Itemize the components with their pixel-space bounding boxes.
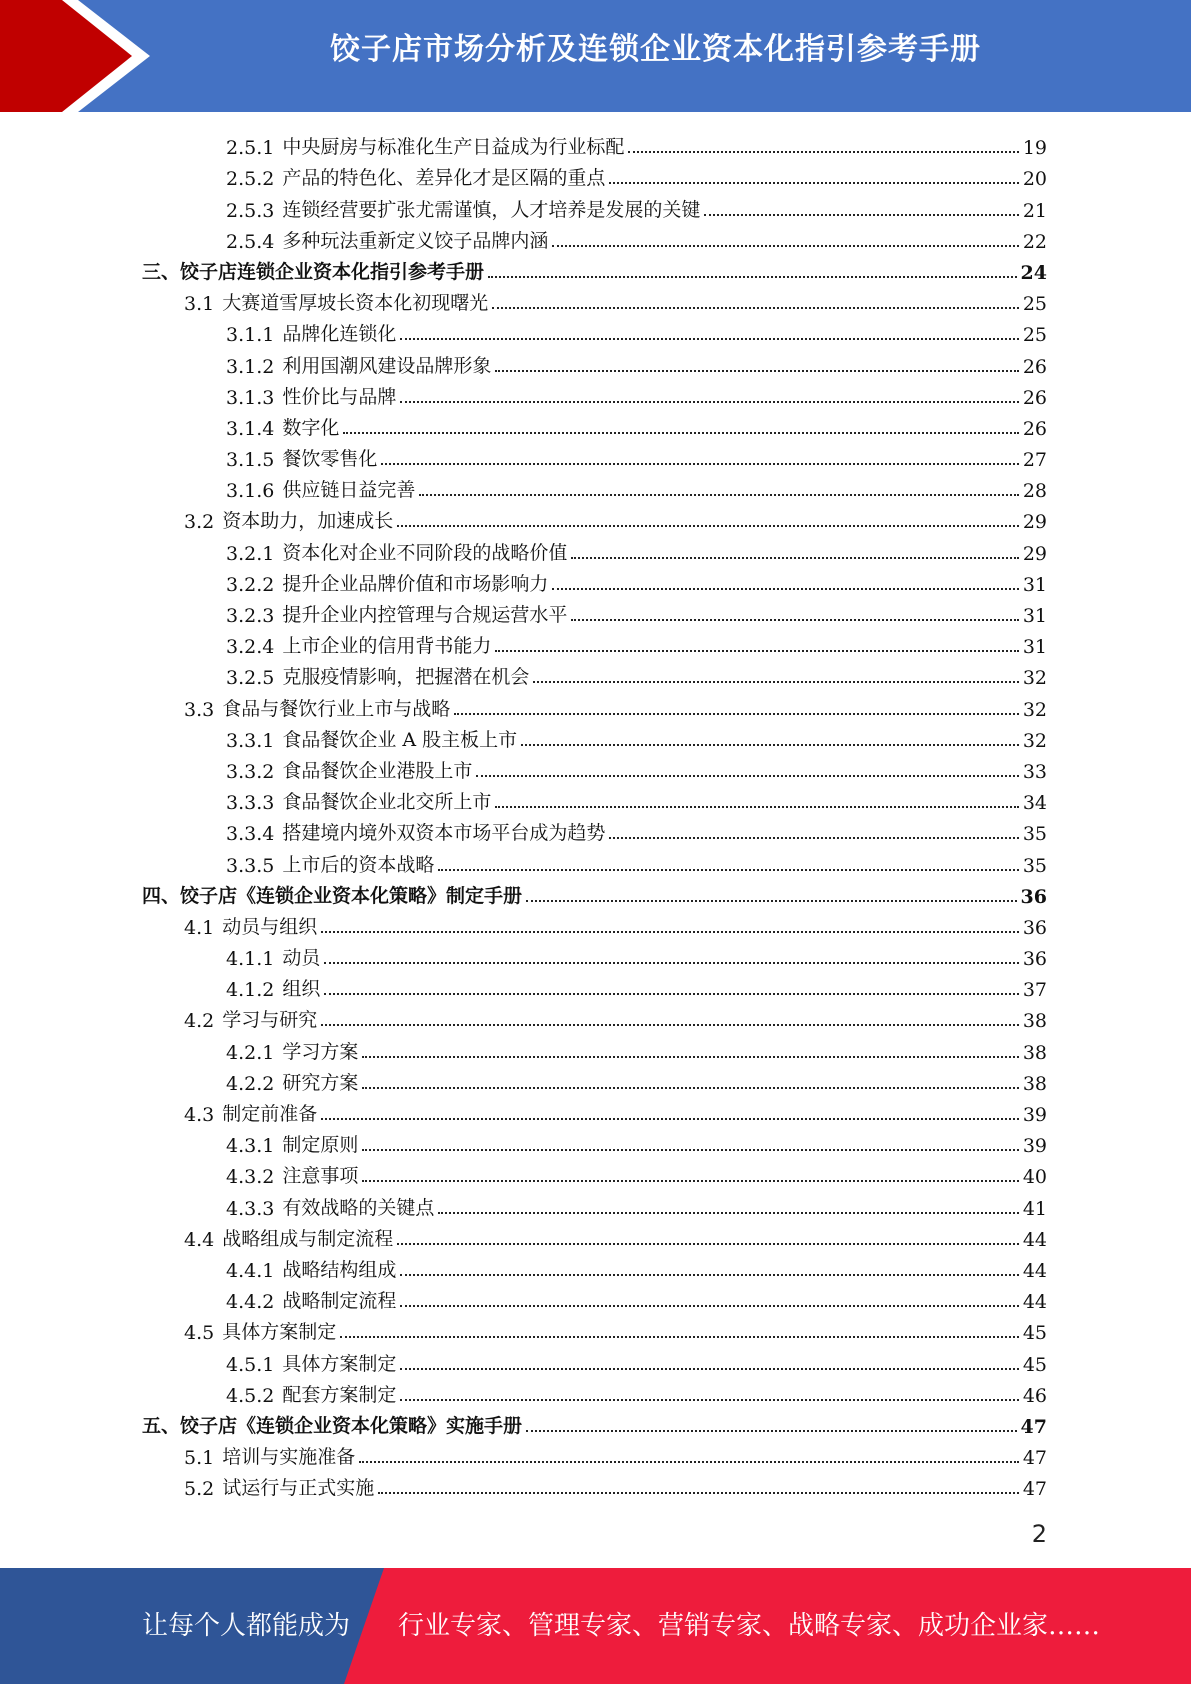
toc-dot-leader (571, 557, 1018, 559)
toc-entry-page: 26 (1022, 417, 1047, 440)
toc-entry-page: 25 (1022, 293, 1047, 316)
toc-dot-leader (324, 962, 1018, 964)
toc-entry-page: 34 (1022, 792, 1047, 815)
toc-entry-title: 食品餐饮企业港股上市 (282, 759, 473, 782)
document-title: 饺子店市场分析及连锁企业资本化指引参考手册 (330, 32, 981, 67)
toc-entry-page: 24 (1020, 261, 1047, 284)
footer-slogan: 让每个人都能成为 (142, 1611, 351, 1641)
toc-entry-page: 21 (1022, 199, 1047, 222)
toc-entry[interactable] (142, 533, 1047, 564)
toc-entry-page: 32 (1022, 698, 1047, 721)
toc-entry-number: 4.4 (184, 1228, 215, 1251)
toc-entry[interactable] (142, 845, 1047, 876)
toc-entry-title: 食品与餐饮行业上市与战略 (222, 697, 451, 720)
toc-entry-title: 资本助力，加速成长 (222, 510, 394, 533)
toc-dot-leader (381, 463, 1018, 465)
toc-entry[interactable] (142, 752, 1047, 783)
toc-entry-number: 3.3.2 (226, 760, 275, 783)
toc-entry[interactable] (142, 1001, 1047, 1032)
toc-entry-title: 组织 (282, 978, 321, 1001)
toc-entry-number: 3.1.5 (226, 449, 275, 472)
toc-entry-number: 3.1.6 (226, 480, 275, 503)
page-header (0, 0, 1191, 112)
toc-entry[interactable] (142, 1438, 1047, 1469)
toc-entry[interactable] (142, 1188, 1047, 1219)
toc-entry-title: 五、饺子店《连锁企业资本化策略》实施手册 (142, 1414, 523, 1437)
toc-dot-leader (362, 1056, 1018, 1058)
toc-entry[interactable] (142, 409, 1047, 440)
toc-dot-leader (526, 900, 1017, 902)
toc-entry-number: 3.2 (184, 511, 215, 534)
toc-entry-title: 动员与组织 (222, 915, 318, 938)
toc-dot-leader (492, 307, 1019, 309)
toc-entry-page: 39 (1022, 1104, 1047, 1126)
toc-entry[interactable] (142, 658, 1047, 689)
toc-entry[interactable] (142, 908, 1047, 939)
toc-entry-page: 25 (1022, 324, 1047, 347)
table-of-contents (142, 128, 1047, 1500)
toc-entry-title: 有效战略的关键点 (282, 1196, 435, 1219)
toc-entry-number: 4.1.1 (226, 948, 275, 971)
toc-entry-title: 供应链日益完善 (282, 479, 416, 502)
toc-entry[interactable] (142, 1032, 1047, 1063)
toc-dot-leader (609, 182, 1018, 184)
toc-entry-title: 上市企业的信用背书能力 (282, 635, 492, 658)
toc-dot-leader (378, 1492, 1019, 1494)
toc-dot-leader (488, 276, 1017, 278)
toc-entry[interactable] (142, 1344, 1047, 1375)
toc-dot-leader (495, 806, 1018, 808)
toc-entry-number: 3.3.4 (226, 823, 275, 846)
toc-dot-leader (476, 775, 1018, 777)
toc-entry-page: 28 (1022, 480, 1047, 503)
toc-entry-number: 4.3.2 (226, 1166, 275, 1189)
toc-entry-number: 4.5.1 (226, 1353, 275, 1376)
toc-entry-number: 4.4.1 (226, 1259, 275, 1282)
toc-entry-number: 5.1 (184, 1447, 215, 1470)
toc-entry-page: 36 (1022, 916, 1047, 939)
toc-entry-number: 4.2.1 (226, 1041, 275, 1064)
toc-entry-title: 三、饺子店连锁企业资本化指引参考手册 (142, 260, 485, 283)
toc-entry-title: 学习方案 (282, 1040, 359, 1063)
toc-entry-title: 食品餐饮企业北交所上市 (282, 791, 492, 814)
toc-entry[interactable] (142, 471, 1047, 502)
toc-entry-number: 2.5.1 (226, 137, 275, 160)
toc-dot-leader (362, 1180, 1018, 1182)
toc-entry-page: 45 (1022, 1322, 1047, 1345)
toc-entry[interactable] (142, 877, 1047, 908)
toc-entry-title: 搭建境内境外双资本市场平台成为趋势 (282, 822, 606, 845)
toc-entry-number: 3.2.4 (226, 636, 275, 659)
toc-entry[interactable] (142, 1126, 1047, 1157)
toc-entry-number: 2.5.2 (226, 168, 275, 191)
toc-dot-leader (533, 681, 1018, 683)
toc-entry-number: 3.3.3 (226, 792, 275, 815)
toc-entry[interactable] (142, 565, 1047, 596)
toc-dot-leader (419, 494, 1018, 496)
toc-entry-title: 动员 (282, 947, 321, 970)
toc-entry[interactable] (142, 253, 1047, 284)
toc-entry[interactable] (142, 1251, 1047, 1282)
toc-entry-title: 多种玩法重新定义饺子品牌内涵 (282, 229, 549, 252)
toc-entry-page: 38 (1022, 1041, 1047, 1064)
toc-entry-page: 31 (1022, 605, 1047, 627)
toc-entry-title: 资本化对企业不同阶段的战略价值 (282, 541, 568, 564)
toc-dot-leader (324, 993, 1018, 995)
toc-entry[interactable] (142, 346, 1047, 377)
toc-entry-number: 3.1.2 (226, 355, 275, 378)
page-number: 2 (1031, 1520, 1047, 1548)
toc-dot-leader (321, 931, 1019, 933)
toc-entry[interactable] (142, 627, 1047, 658)
toc-entry-page: 47 (1020, 1415, 1047, 1438)
toc-entry[interactable] (142, 721, 1047, 752)
toc-entry[interactable] (142, 1282, 1047, 1313)
toc-entry-title: 大赛道雪厚坡长资本化初现曙光 (222, 292, 489, 315)
toc-entry-title: 提升企业内控管理与合规运营水平 (282, 604, 568, 626)
toc-entry-page: 35 (1022, 823, 1047, 846)
toc-entry-title: 战略结构组成 (282, 1258, 397, 1281)
toc-entry-title: 中央厨房与标准化生产日益成为行业标配 (282, 136, 625, 159)
toc-dot-leader (400, 401, 1018, 403)
toc-dot-leader (454, 713, 1019, 715)
toc-entry-number: 3.2.1 (226, 542, 275, 565)
toc-entry-title: 制定原则 (282, 1134, 359, 1157)
toc-entry[interactable] (142, 190, 1047, 221)
toc-entry[interactable] (142, 939, 1047, 970)
toc-entry-page: 31 (1022, 573, 1047, 596)
toc-entry-page: 40 (1022, 1166, 1047, 1189)
toc-entry-title: 连锁经营要扩张尤需谨慎，人才培养是发展的关键 (282, 198, 701, 221)
toc-dot-leader (552, 245, 1018, 247)
toc-entry-number: 4.4.2 (226, 1291, 275, 1314)
toc-entry-title: 制定前准备 (222, 1103, 318, 1125)
toc-entry-title: 餐饮零售化 (282, 448, 378, 471)
toc-entry[interactable] (142, 814, 1047, 845)
toc-entry-number: 4.1.2 (226, 979, 275, 1002)
toc-entry-title: 四、饺子店《连锁企业资本化策略》制定手册 (142, 884, 523, 907)
toc-entry-page: 47 (1022, 1447, 1047, 1470)
toc-dot-leader (340, 1336, 1019, 1338)
toc-dot-leader (438, 1212, 1018, 1214)
toc-entry-title: 战略制定流程 (282, 1290, 397, 1313)
toc-entry-page: 38 (1022, 1072, 1047, 1095)
toc-entry-page: 44 (1022, 1291, 1047, 1314)
toc-dot-leader (552, 588, 1018, 590)
page-footer (0, 1568, 1191, 1684)
toc-entry[interactable] (142, 1469, 1047, 1500)
toc-entry-title: 产品的特色化、差异化才是区隔的重点 (282, 167, 606, 190)
toc-entry-title: 具体方案制定 (282, 1352, 397, 1375)
toc-entry[interactable] (142, 689, 1047, 720)
toc-entry-page: 46 (1022, 1384, 1047, 1407)
toc-dot-leader (397, 1243, 1019, 1245)
toc-entry-page: 47 (1022, 1478, 1047, 1501)
toc-entry-title: 试运行与正式实施 (222, 1477, 375, 1500)
toc-entry[interactable] (142, 1064, 1047, 1095)
toc-dot-leader (628, 151, 1018, 153)
toc-entry-title: 数字化 (282, 416, 340, 439)
toc-entry-page: 27 (1022, 449, 1047, 472)
toc-entry-page: 32 (1022, 667, 1047, 690)
toc-entry[interactable] (142, 970, 1047, 1001)
toc-entry-page: 32 (1022, 729, 1047, 752)
toc-dot-leader (321, 1024, 1019, 1026)
toc-entry-title: 利用国潮风建设品牌形象 (282, 354, 492, 377)
toc-entry-number: 3.1.3 (226, 386, 275, 409)
toc-entry[interactable] (142, 1157, 1047, 1188)
toc-entry-page: 45 (1022, 1353, 1047, 1376)
toc-entry-number: 4.2.2 (226, 1072, 275, 1095)
toc-entry[interactable] (142, 1095, 1047, 1126)
toc-entry-title: 提升企业品牌价值和市场影响力 (282, 572, 549, 595)
toc-dot-leader (526, 1430, 1017, 1432)
toc-entry-number: 3.3.5 (226, 854, 275, 877)
toc-entry[interactable] (142, 222, 1047, 253)
toc-entry-number: 3.1 (184, 293, 215, 316)
toc-entry-number: 3.2.2 (226, 573, 275, 596)
toc-entry-title: 配套方案制定 (282, 1383, 397, 1406)
toc-entry-number: 4.1 (184, 916, 215, 939)
toc-entry[interactable] (142, 128, 1047, 159)
toc-entry-page: 26 (1022, 355, 1047, 378)
toc-entry-page: 39 (1022, 1135, 1047, 1158)
toc-entry-title: 培训与实施准备 (222, 1446, 356, 1469)
toc-entry[interactable] (142, 284, 1047, 315)
toc-entry-number: 3.2.3 (226, 605, 275, 627)
toc-dot-leader (397, 525, 1019, 527)
toc-dot-leader (400, 338, 1018, 340)
toc-entry-title: 性价比与品牌 (282, 385, 397, 408)
toc-entry-title: 研究方案 (282, 1071, 359, 1094)
toc-dot-leader (362, 1087, 1018, 1089)
toc-entry[interactable] (142, 1313, 1047, 1344)
toc-entry-number: 4.2 (184, 1010, 215, 1033)
toc-dot-leader (400, 1368, 1018, 1370)
toc-entry[interactable] (142, 502, 1047, 533)
toc-entry-number: 4.5.2 (226, 1384, 275, 1407)
toc-entry[interactable] (142, 378, 1047, 409)
toc-dot-leader (400, 1399, 1018, 1401)
toc-entry-page: 44 (1022, 1228, 1047, 1251)
toc-entry-page: 38 (1022, 1010, 1047, 1033)
toc-entry[interactable] (142, 315, 1047, 346)
toc-dot-leader (438, 869, 1018, 871)
toc-dot-leader (321, 1118, 1019, 1120)
toc-entry[interactable] (142, 1376, 1047, 1407)
toc-entry-page: 22 (1022, 230, 1047, 253)
toc-entry-title: 战略组成与制定流程 (222, 1227, 394, 1250)
toc-entry[interactable] (142, 1220, 1047, 1251)
toc-dot-leader (362, 1149, 1018, 1151)
toc-dot-leader (495, 370, 1018, 372)
toc-entry-number: 2.5.4 (226, 230, 275, 253)
toc-entry[interactable] (142, 783, 1047, 814)
toc-entry-title: 具体方案制定 (222, 1321, 337, 1344)
toc-dot-leader (343, 432, 1018, 434)
toc-entry-number: 3.3.1 (226, 729, 275, 752)
toc-entry-page: 33 (1022, 760, 1047, 783)
toc-entry[interactable] (142, 159, 1047, 190)
toc-dot-leader (521, 744, 1019, 746)
toc-entry-number: 2.5.3 (226, 199, 275, 222)
toc-entry-number: 4.3 (184, 1104, 215, 1126)
toc-entry-page: 36 (1020, 885, 1047, 908)
footer-tagline: 行业专家、管理专家、营销专家、战略专家、成功企业家…… (398, 1611, 1101, 1641)
toc-entry-title: 品牌化连锁化 (282, 323, 397, 346)
toc-entry-title: 克服疫情影响，把握潜在机会 (282, 666, 530, 689)
toc-entry-page: 35 (1022, 854, 1047, 877)
toc-dot-leader (495, 650, 1018, 652)
toc-entry[interactable] (142, 596, 1047, 627)
toc-entry-number: 3.3 (184, 698, 215, 721)
toc-entry-page: 41 (1022, 1197, 1047, 1220)
toc-dot-leader (704, 214, 1018, 216)
toc-entry-title: 食品餐饮企业 A 股主板上市 (282, 728, 518, 751)
toc-entry-page: 37 (1022, 979, 1047, 1002)
toc-entry-page: 29 (1022, 542, 1047, 565)
toc-entry-number: 3.2.5 (226, 667, 275, 690)
toc-entry-page: 44 (1022, 1259, 1047, 1282)
toc-entry-number: 3.1.1 (226, 324, 275, 347)
toc-entry-page: 19 (1022, 137, 1047, 160)
toc-entry-title: 学习与研究 (222, 1009, 318, 1032)
toc-dot-leader (571, 619, 1018, 621)
toc-entry-page: 36 (1022, 948, 1047, 971)
toc-dot-leader (609, 837, 1018, 839)
toc-entry[interactable] (142, 440, 1047, 471)
toc-dot-leader (359, 1461, 1019, 1463)
toc-entry-number: 5.2 (184, 1478, 215, 1501)
toc-entry-page: 31 (1022, 636, 1047, 659)
toc-entry-number: 3.1.4 (226, 417, 275, 440)
toc-entry[interactable] (142, 1407, 1047, 1438)
toc-entry-title: 注意事项 (282, 1165, 359, 1188)
toc-entry-number: 4.5 (184, 1322, 215, 1345)
toc-entry-page: 26 (1022, 386, 1047, 409)
toc-dot-leader (400, 1274, 1018, 1276)
toc-entry-number: 4.3.3 (226, 1197, 275, 1220)
toc-entry-title: 上市后的资本战略 (282, 853, 435, 876)
toc-entry-page: 29 (1022, 511, 1047, 534)
toc-entry-number: 4.3.1 (226, 1135, 275, 1158)
toc-entry-page: 20 (1022, 168, 1047, 191)
toc-dot-leader (400, 1305, 1018, 1307)
